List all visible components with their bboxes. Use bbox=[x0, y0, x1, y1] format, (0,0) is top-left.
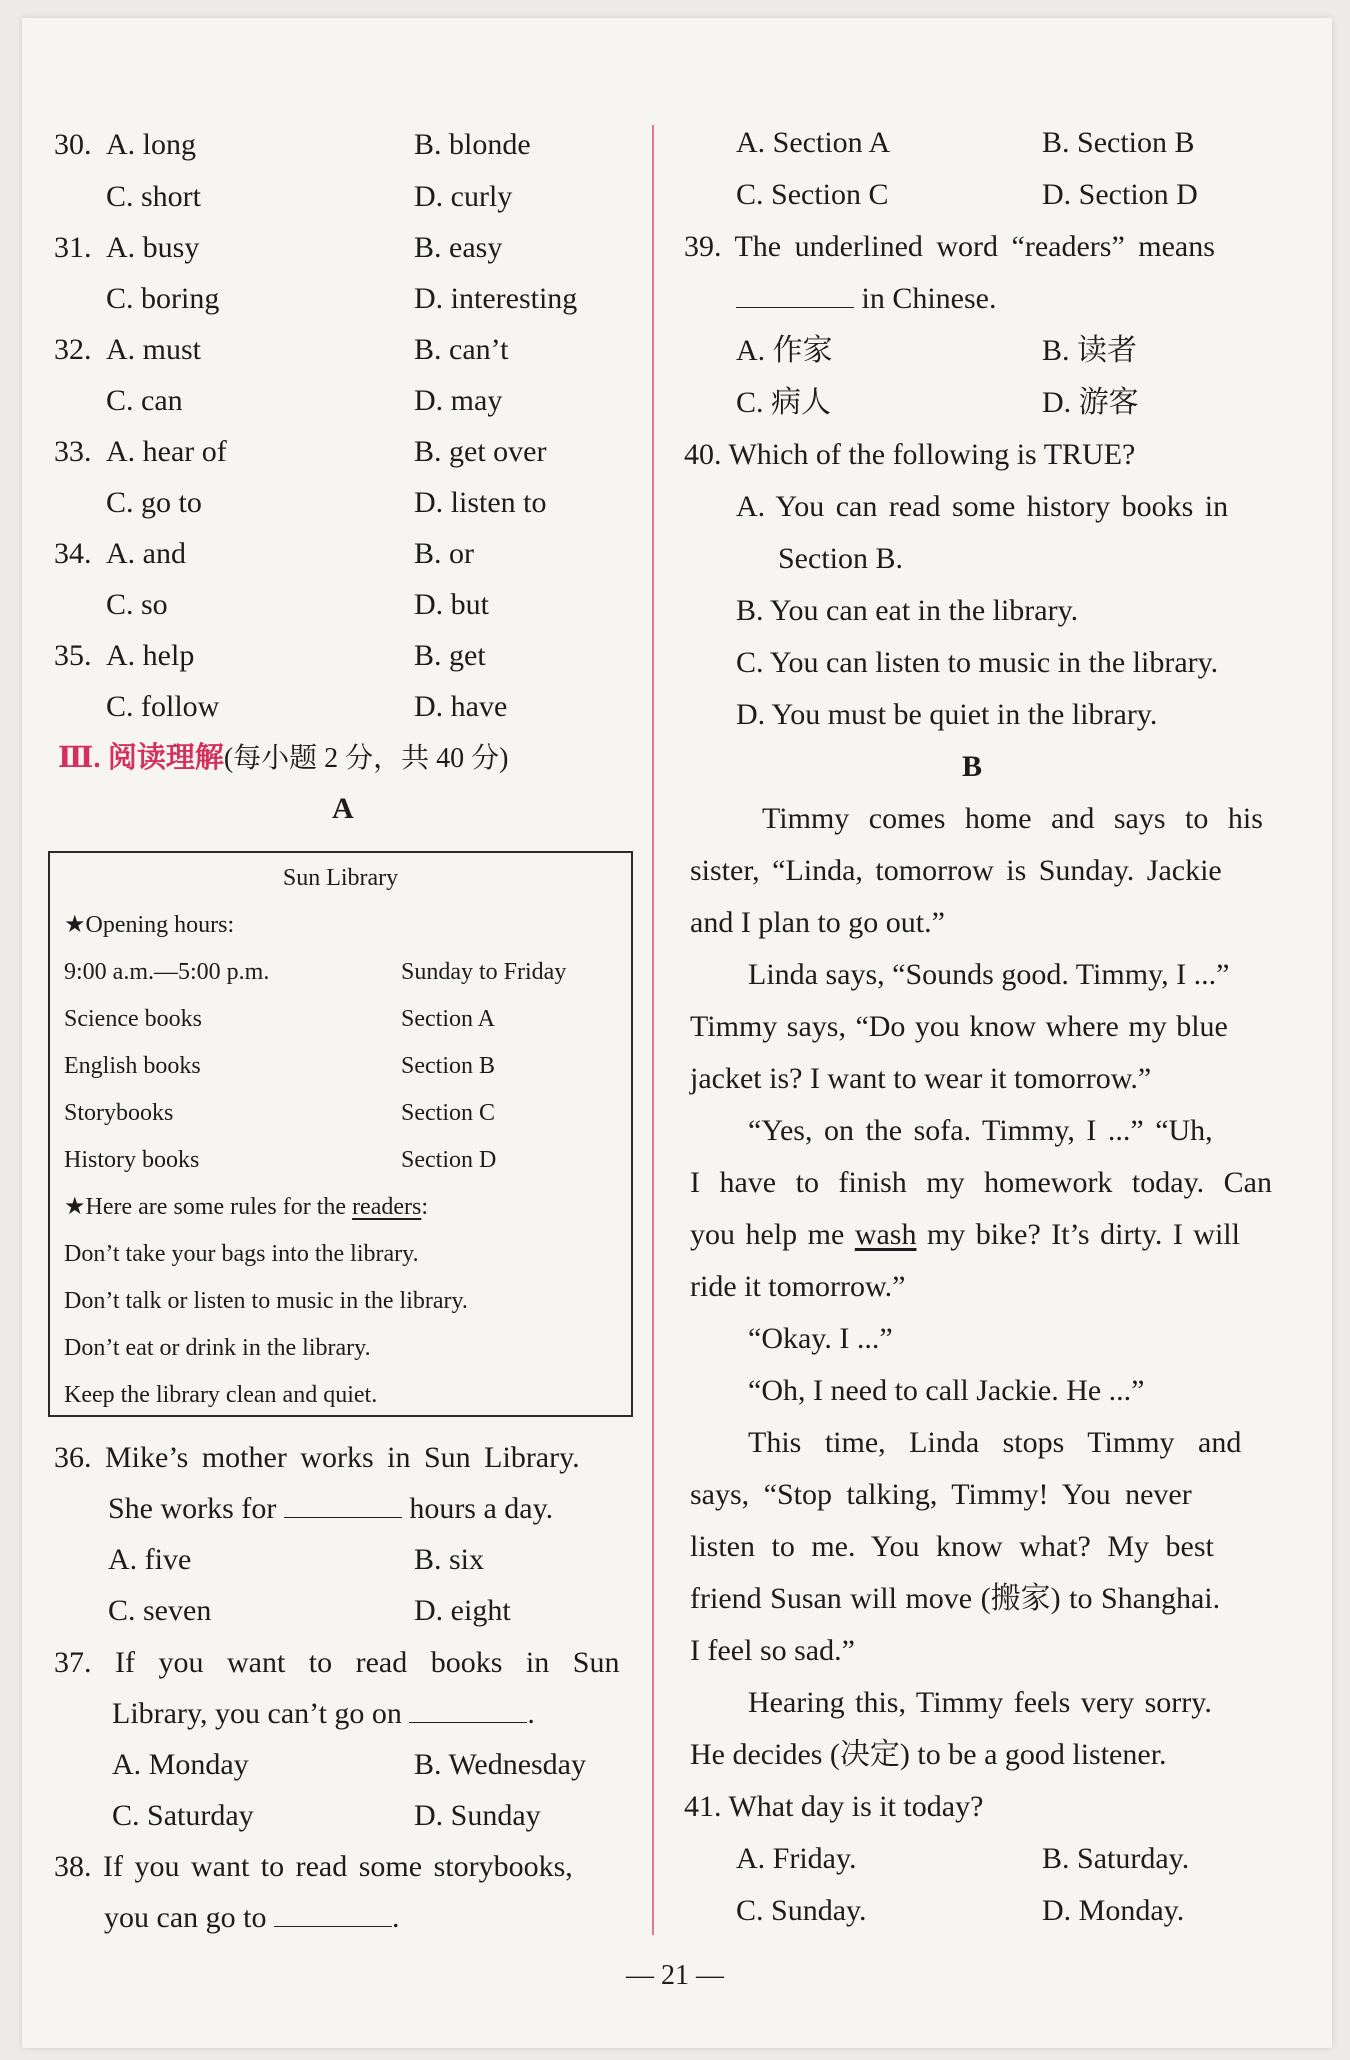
question-number: 33. bbox=[54, 435, 92, 468]
q37-stem-2 bbox=[112, 1695, 535, 1733]
option-d: D. may bbox=[414, 384, 503, 417]
q36-text: She works for bbox=[108, 1492, 277, 1525]
passage-line: says, “Stop talking, Timmy! You never bbox=[690, 1478, 1192, 1511]
option-c: C. follow bbox=[106, 690, 220, 723]
q39-stem-2 bbox=[736, 280, 997, 318]
passage-line: I feel so sad.” bbox=[690, 1634, 855, 1667]
q38-stem-2 bbox=[104, 1899, 399, 1937]
opening-days: Sunday to Friday bbox=[401, 959, 567, 985]
passage-text: you help me bbox=[690, 1218, 855, 1251]
book-section: Section C bbox=[401, 1100, 495, 1126]
passage-text: my bike? It’s dirty. I will bbox=[916, 1218, 1240, 1251]
option-c: C. short bbox=[106, 180, 202, 213]
q40-stem: 40. Which of the following is TRUE? bbox=[684, 438, 1136, 471]
option-a: A. Section A bbox=[736, 126, 891, 159]
passage-line: “Okay. I ...” bbox=[748, 1322, 893, 1355]
option-b: B. You can eat in the library. bbox=[736, 594, 1079, 627]
passage-line: “Oh, I need to call Jackie. He ...” bbox=[748, 1374, 1145, 1407]
option-c: C. so bbox=[106, 588, 168, 621]
option-a: A. You can read some history books in bbox=[736, 490, 1229, 523]
option-b: B. get bbox=[414, 639, 486, 672]
question-number: 30. bbox=[54, 128, 92, 161]
option-d: D. Monday. bbox=[1042, 1894, 1185, 1927]
question-number: 31. bbox=[54, 231, 92, 264]
option-d: D. listen to bbox=[414, 486, 547, 519]
option-b: B. can’t bbox=[414, 333, 509, 366]
option-b: B. blonde bbox=[414, 128, 531, 161]
passage-line: Hearing this, Timmy feels very sorry. bbox=[748, 1686, 1212, 1719]
option-c: C. seven bbox=[108, 1594, 212, 1627]
q39-text: in Chinese. bbox=[861, 282, 997, 315]
option-d: D. curly bbox=[414, 180, 513, 213]
option-a: A. long bbox=[106, 128, 196, 161]
option-a: A. help bbox=[106, 639, 195, 672]
passage-line: Timmy says, “Do you know where my blue bbox=[690, 1010, 1228, 1043]
section-title: Ⅲ. 阅读理解 bbox=[58, 742, 224, 774]
option-c: C. 病人 bbox=[736, 386, 832, 419]
passage-line bbox=[690, 1216, 1240, 1254]
option-b: B. 读者 bbox=[1042, 334, 1138, 367]
question-number: 34. bbox=[54, 537, 92, 570]
option-b: B. six bbox=[414, 1543, 485, 1576]
question-number: 32. bbox=[54, 333, 92, 366]
option-c: C. go to bbox=[106, 486, 202, 519]
passage-line: I have to finish my homework today. Can bbox=[690, 1166, 1272, 1199]
rule-item: Don’t eat or drink in the library. bbox=[64, 1335, 371, 1361]
book-section: Section B bbox=[401, 1053, 495, 1079]
book-type: Science books bbox=[64, 1006, 202, 1032]
rules-intro bbox=[64, 1192, 428, 1222]
option-a: A. five bbox=[108, 1543, 192, 1576]
q37-period: . bbox=[527, 1697, 535, 1730]
rule-item: Keep the library clean and quiet. bbox=[64, 1382, 378, 1408]
option-c: C. boring bbox=[106, 282, 220, 315]
q37-text: Library, you can’t go on bbox=[112, 1697, 402, 1730]
rule-item: Don’t take your bags into the library. bbox=[64, 1241, 419, 1267]
passage-line: This time, Linda stops Timmy and bbox=[748, 1426, 1242, 1459]
q38-stem: 38. If you want to read some storybooks, bbox=[54, 1850, 573, 1883]
option-d: D. Sunday bbox=[414, 1799, 541, 1832]
book-type: History books bbox=[64, 1147, 200, 1173]
book-section: Section A bbox=[401, 1006, 495, 1032]
option-b: B. Wednesday bbox=[414, 1748, 587, 1781]
option-c: C. Saturday bbox=[112, 1799, 254, 1832]
option-a: A. hear of bbox=[106, 435, 227, 468]
passage-b-label: B bbox=[962, 750, 983, 783]
passage-line: jacket is? I want to wear it tomorrow.” bbox=[690, 1062, 1152, 1095]
rules-intro-text: ★Here are some rules for the bbox=[64, 1194, 353, 1220]
option-d: D. eight bbox=[414, 1594, 511, 1627]
option-c: C. can bbox=[106, 384, 183, 417]
question-number: 35. bbox=[54, 639, 92, 672]
passage-line: He decides (决定) to be a good listener. bbox=[690, 1738, 1167, 1771]
option-a: A. and bbox=[106, 537, 186, 570]
section-score-note: (每小题 2 分，共 40 分) bbox=[223, 743, 509, 774]
passage-line: and I plan to go out.” bbox=[690, 906, 945, 939]
option-b: B. Saturday. bbox=[1042, 1842, 1190, 1875]
underlined-word: readers bbox=[352, 1194, 422, 1220]
library-notice-box bbox=[48, 851, 633, 1417]
q36-stem: 36. Mike’s mother works in Sun Library. bbox=[54, 1441, 580, 1474]
option-c: C. Sunday. bbox=[736, 1894, 867, 1927]
option-d: D. but bbox=[414, 588, 489, 621]
passage-line: listen to me. You know what? My best bbox=[690, 1530, 1214, 1563]
answer-blank bbox=[274, 1900, 392, 1927]
option-d: D. You must be quiet in the library. bbox=[736, 698, 1158, 731]
rules-intro-colon: : bbox=[421, 1194, 429, 1220]
page-number: — 21 — bbox=[626, 1960, 724, 1991]
option-d: D. 游客 bbox=[1042, 386, 1139, 419]
answer-blank bbox=[736, 281, 854, 308]
option-b: B. easy bbox=[414, 231, 503, 264]
opening-time: 9:00 a.m.—5:00 p.m. bbox=[64, 959, 270, 985]
option-a: A. Friday. bbox=[736, 1842, 857, 1875]
passage-a-label: A bbox=[332, 792, 354, 825]
option-a-cont: Section B. bbox=[778, 542, 903, 575]
option-b: B. Section B bbox=[1042, 126, 1195, 159]
passage-line: sister, “Linda, tomorrow is Sunday. Jackie bbox=[690, 854, 1222, 887]
option-d: D. interesting bbox=[414, 282, 578, 315]
option-a: A. busy bbox=[106, 231, 200, 264]
q39-stem: 39. The underlined word “readers” means bbox=[684, 230, 1215, 263]
book-section: Section D bbox=[401, 1147, 497, 1173]
answer-blank bbox=[284, 1491, 402, 1518]
option-d: D. have bbox=[414, 690, 508, 723]
option-b: B. get over bbox=[414, 435, 547, 468]
passage-line: friend Susan will move (搬家) to Shanghai. bbox=[690, 1582, 1221, 1615]
q36-text-end: hours a day. bbox=[409, 1492, 554, 1525]
q38-text: you can go to bbox=[104, 1901, 267, 1934]
passage-line: “Yes, on the sofa. Timmy, I ...” “Uh, bbox=[748, 1114, 1213, 1147]
option-c: C. You can listen to music in the library. bbox=[736, 646, 1219, 679]
option-d: D. Section D bbox=[1042, 178, 1198, 211]
answer-blank bbox=[409, 1696, 527, 1723]
q38-period: . bbox=[391, 1901, 400, 1934]
passage-line: Timmy comes home and says to his bbox=[762, 802, 1263, 835]
option-a: A. must bbox=[106, 333, 202, 366]
q41-stem: 41. What day is it today? bbox=[684, 1790, 984, 1823]
underlined-word: wash bbox=[854, 1218, 917, 1251]
book-type: English books bbox=[64, 1053, 201, 1079]
rule-item: Don’t talk or listen to music in the library. bbox=[64, 1288, 468, 1314]
option-a: A. 作家 bbox=[736, 334, 833, 367]
notice-title: Sun Library bbox=[282, 865, 399, 891]
book-type: Storybooks bbox=[64, 1100, 174, 1126]
column-divider bbox=[652, 125, 654, 1935]
q37-stem: 37. If you want to read books in Sun bbox=[54, 1646, 620, 1679]
opening-hours-label: ★Opening hours: bbox=[64, 912, 235, 938]
option-b: B. or bbox=[414, 537, 474, 570]
passage-line: Linda says, “Sounds good. Timmy, I ...” bbox=[748, 958, 1230, 991]
option-a: A. Monday bbox=[112, 1748, 249, 1781]
passage-line: ride it tomorrow.” bbox=[690, 1270, 906, 1303]
section-heading bbox=[58, 739, 508, 782]
option-c: C. Section C bbox=[736, 178, 889, 211]
q36-stem-2 bbox=[108, 1490, 553, 1528]
